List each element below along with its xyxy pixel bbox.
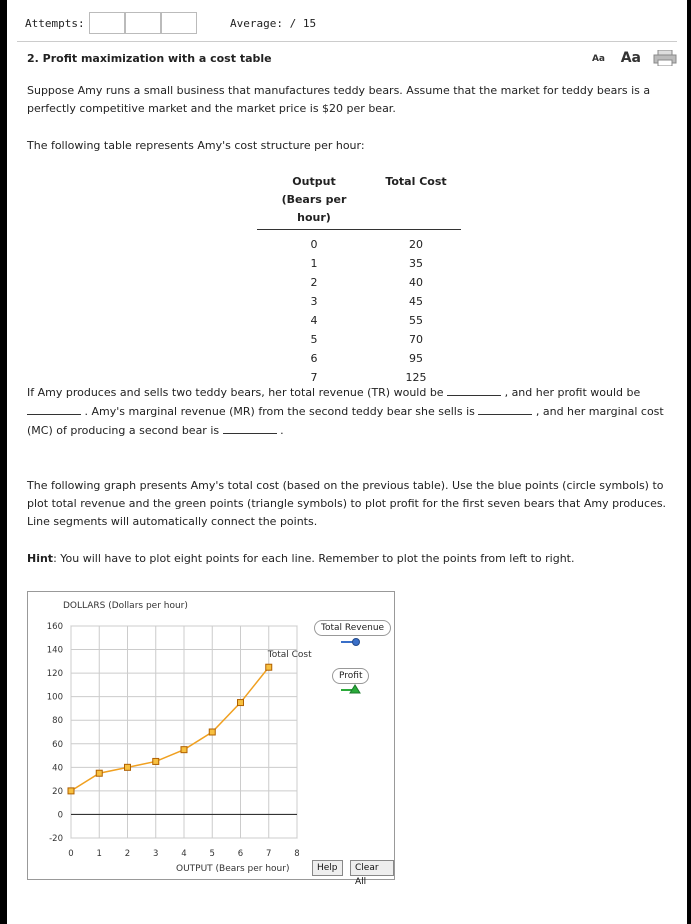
total-revenue-legend-button[interactable]: Total Revenue	[314, 620, 391, 636]
output-cell: 7	[310, 371, 318, 384]
profit-answer-blank[interactable]	[27, 402, 81, 415]
x-axis-label: OUTPUT (Bears per hour)	[176, 864, 290, 874]
table-row	[257, 330, 461, 349]
page	[7, 0, 687, 924]
total-cost-point[interactable]	[68, 788, 74, 794]
total-cost-cell: 45	[409, 295, 423, 308]
hint-paragraph	[27, 550, 667, 568]
total-cost-point[interactable]	[125, 764, 131, 770]
total-cost-point[interactable]	[209, 729, 215, 735]
total-cost-cell: 70	[409, 333, 423, 346]
y-tick-label: -20	[49, 834, 63, 844]
x-tick-label: 4	[181, 849, 187, 859]
question-text-3: . Amy's marginal revenue (MR) from the second teddy bear she sells is	[84, 405, 475, 418]
y-tick-label: 100	[46, 692, 63, 703]
attempt-box-3	[161, 12, 197, 34]
increase-font-button[interactable]: Aa	[620, 50, 641, 66]
y-tick-label: 160	[46, 622, 63, 632]
total-cost-cell: 40	[409, 276, 423, 289]
decrease-font-button[interactable]: Aa	[591, 54, 605, 64]
profit-legend-button[interactable]: Profit	[332, 668, 369, 684]
header-divider	[17, 41, 677, 42]
question-text-1: If Amy produces and sells two teddy bears, her total revenue (TR) would be	[27, 386, 444, 399]
table-row	[257, 254, 461, 273]
intro-paragraph: Suppose Amy runs a small business that manufactures teddy bears. Assume that the market for teddy bears is a perfectly competitive market and the market price is $20 per bear.	[27, 84, 651, 115]
total-cost-cell: 125	[405, 371, 427, 384]
mc-answer-blank[interactable]	[223, 421, 277, 434]
col-header-total-cost: Total Cost	[371, 171, 461, 230]
graph-intro: The following graph presents Amy's total cost (based on the previous table). Use the blue points (circle symbols) to plot total revenue and the green points (triangle symbols) to plot profit for the first seven bears that Amy produces. Line segments will automatically connect the points.	[27, 479, 667, 528]
table-row	[257, 235, 461, 254]
text-tools	[557, 50, 677, 68]
y-tick-label: 20	[52, 786, 63, 797]
table-row	[257, 349, 461, 368]
graph-panel[interactable]	[27, 591, 395, 887]
output-cell: 5	[310, 333, 318, 346]
question-text-4: , and her marginal cost (MC) of producing a second bear is	[27, 405, 664, 437]
total-cost-point[interactable]	[153, 758, 159, 764]
attempts-row	[25, 12, 325, 34]
x-tick-label: 6	[237, 849, 244, 859]
question-text-2: , and her profit would be	[504, 386, 641, 399]
print-icon[interactable]	[653, 50, 677, 66]
question-paragraph	[27, 383, 667, 440]
tr-answer-blank[interactable]	[447, 383, 501, 396]
table-row	[257, 273, 461, 292]
total-cost-cell: 95	[409, 352, 423, 365]
col-header-output-line2: (Bears per hour)	[281, 193, 347, 224]
output-cell: 1	[310, 257, 318, 270]
mr-answer-blank[interactable]	[478, 402, 532, 415]
output-cell: 4	[310, 314, 318, 327]
table-row	[257, 311, 461, 330]
total-cost-point[interactable]	[96, 770, 102, 776]
total-cost-point[interactable]	[238, 700, 244, 706]
attempts-label: Attempts:	[25, 17, 85, 30]
output-cell: 2	[310, 276, 318, 289]
hint-text: : You will have to plot eight points for each line. Remember to plot the points from left to right.	[53, 552, 575, 565]
total-cost-cell: 55	[409, 314, 423, 327]
col-header-output-line1: Output	[292, 175, 336, 188]
x-tick-label: 3	[153, 849, 159, 859]
total-cost-cell: 35	[409, 257, 423, 270]
x-tick-label: 2	[124, 849, 131, 859]
total-cost-cell: 20	[409, 238, 423, 251]
average-label: Average: / 15	[230, 17, 317, 30]
y-tick-label: 0	[57, 810, 63, 821]
y-tick-label: 60	[52, 739, 63, 750]
hint-label: Hint	[27, 552, 54, 565]
x-tick-label: 8	[294, 849, 300, 859]
y-tick-label: 80	[52, 716, 63, 727]
x-tick-label: 5	[209, 849, 215, 859]
total-cost-point[interactable]	[181, 747, 187, 753]
help-button[interactable]: Help	[312, 860, 343, 876]
total-cost-series-label: Total Cost	[267, 650, 312, 661]
table-intro: The following table represents Amy's cost structure per hour:	[27, 139, 365, 152]
clear-all-button[interactable]: Clear All	[350, 860, 394, 876]
question-text-5: .	[280, 424, 284, 437]
total-cost-point[interactable]	[266, 664, 272, 670]
col-header-output	[257, 171, 371, 230]
y-tick-label: 140	[46, 645, 63, 656]
y-axis-label: DOLLARS (Dollars per hour)	[63, 601, 188, 611]
x-tick-label: 7	[266, 849, 272, 859]
table-row	[257, 292, 461, 311]
attempt-box-2	[125, 12, 161, 34]
question-title: 2. Profit maximization with a cost table	[27, 52, 272, 65]
x-tick-label: 1	[96, 849, 102, 859]
output-cell: 0	[310, 238, 318, 251]
attempt-box-1	[89, 12, 125, 34]
output-cell: 6	[310, 352, 318, 365]
x-tick-label: 0	[68, 849, 74, 859]
cost-table	[257, 171, 461, 387]
y-tick-label: 40	[52, 763, 63, 774]
output-cell: 3	[310, 295, 318, 308]
revenue-circle-icon[interactable]	[353, 639, 360, 646]
y-tick-label: 120	[46, 669, 63, 680]
